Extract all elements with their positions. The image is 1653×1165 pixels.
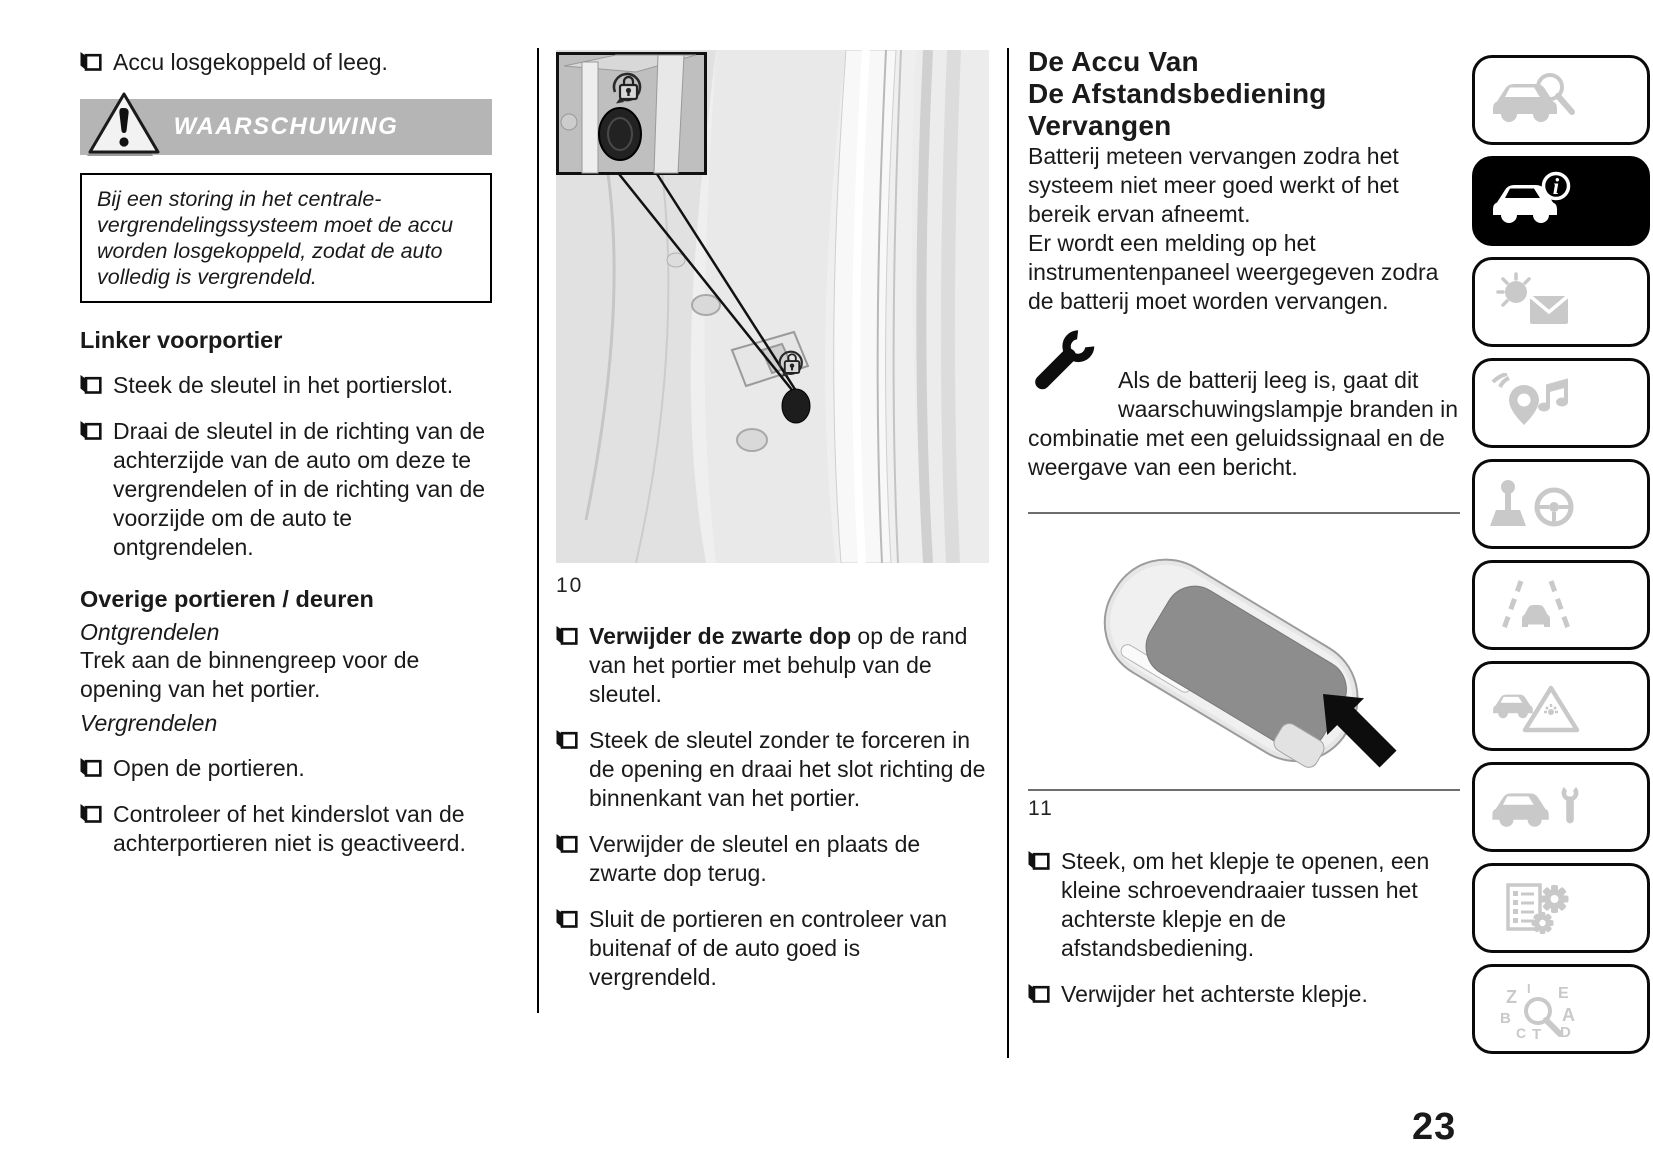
middle-column — [556, 50, 994, 992]
checkbox-bullet-icon — [556, 625, 578, 646]
sidebar-item-alphabetical-index[interactable] — [1472, 964, 1650, 1054]
checkbox-bullet-icon — [80, 374, 102, 395]
list-item-text — [589, 622, 994, 709]
unlock-text: Trek aan de binnengreep voor de opening van het portier. — [80, 647, 420, 702]
sidebar-item-driving-assistance[interactable] — [1472, 560, 1650, 650]
checkbox-bullet-icon — [556, 908, 578, 929]
road-car-icon — [1488, 575, 1584, 635]
sidebar-item-car-info[interactable] — [1472, 156, 1650, 246]
right-column — [1028, 46, 1460, 1009]
sidebar-item-driving[interactable] — [1472, 459, 1650, 549]
navigation-media-icon — [1488, 373, 1584, 433]
checkbox-bullet-icon — [556, 833, 578, 854]
sidebar-item-emergency[interactable] — [1472, 661, 1650, 751]
svg-text:Z: Z — [1506, 987, 1517, 1007]
svg-text:E: E — [1558, 985, 1569, 1002]
section-heading-front-door: Linker voorportier — [80, 327, 283, 353]
list-item-text: Open de portieren. — [113, 755, 305, 781]
svg-text:A: A — [1562, 1005, 1575, 1025]
body-paragraph: Batterij meteen vervangen zodra het systeem niet meer goed werkt of het bereik ervan afneemt. — [1028, 143, 1399, 227]
checkbox-bullet-icon — [1028, 983, 1050, 1004]
list-item-text: Controleer of het kinderslot van de achterportieren niet is geactiveerd. — [113, 801, 466, 856]
svg-text:i: i — [1552, 174, 1560, 199]
list-item — [80, 48, 492, 77]
page-title-line: De Afstandsbediening — [1028, 78, 1327, 109]
figure-remote-key-illustration — [1028, 522, 1460, 789]
svg-text:I: I — [1527, 981, 1531, 996]
wrench-warning-note — [1028, 322, 1460, 482]
checkbox-bullet-icon — [80, 51, 102, 72]
page-number: 23 — [1412, 1106, 1457, 1148]
checkbox-bullet-icon — [556, 729, 578, 750]
list-item-text: Verwijder de sleutel en plaats de zwarte dop terug. — [589, 831, 921, 886]
page-title-line: Vervangen — [1028, 110, 1172, 141]
sidebar-item-navigation-media[interactable] — [1472, 358, 1650, 448]
svg-text:C: C — [1516, 1025, 1527, 1039]
list-item-text: Accu losgekoppeld of leeg. — [113, 49, 388, 75]
list-item — [556, 830, 994, 888]
letters-magnifier-icon — [1488, 979, 1584, 1039]
list-item-text: Steek, om het klepje te openen, een kleine schroevendraaier tussen het achterste klepje en de afstandsbediening. — [1061, 848, 1430, 961]
list-item — [80, 800, 492, 858]
sidebar-item-technical-data[interactable] — [1472, 863, 1650, 953]
car-wrench-icon — [1488, 777, 1584, 837]
warning-note: Bij een storing in het centrale-vergrendelingssysteem moet de accu worden losgekoppeld, zodat de auto volledig is vergrendeld. — [80, 173, 492, 303]
list-item-text: Draai de sleutel in de richting van de achterzijde van de auto om deze te vergrendelen of in de richting van de voorzijde om de auto te ontgrendelen. — [113, 418, 486, 560]
list-item-text: Sluit de portieren en controleer van buitenaf of de auto goed is vergrendeld. — [589, 906, 947, 990]
sidebar-item-maintenance[interactable] — [1472, 762, 1650, 852]
car-search-icon — [1488, 70, 1584, 130]
checkbox-bullet-icon — [80, 420, 102, 441]
list-item — [80, 754, 492, 783]
list-item-bold-lead: Verwijder de zwarte dop — [589, 623, 852, 649]
checkbox-bullet-icon — [80, 803, 102, 824]
column-divider-right — [1007, 48, 1009, 1058]
list-item — [556, 726, 994, 813]
car-info-icon — [1488, 171, 1584, 231]
list-item-text: Verwijder het achterste klepje. — [1061, 981, 1368, 1007]
figure-bottom-rule — [1028, 789, 1460, 791]
subheading-lock: Vergrendelen — [80, 710, 218, 736]
list-item-text: Steek de sleutel in het portierslot. — [113, 372, 454, 398]
left-column — [80, 48, 492, 858]
section-heading-other-doors: Overige portieren / deuren — [80, 586, 374, 612]
sidebar-item-car-overview[interactable] — [1472, 55, 1650, 145]
list-item — [556, 905, 994, 992]
list-item — [556, 622, 994, 709]
list-item — [1028, 980, 1460, 1009]
list-item — [1028, 847, 1460, 963]
page-title-line: De Accu Van — [1028, 46, 1199, 77]
warning-light-envelope-icon — [1488, 272, 1584, 332]
page-title — [1028, 46, 1460, 142]
subheading-unlock: Ontgrendelen — [80, 619, 220, 645]
figure-caption: 10 — [556, 574, 584, 597]
checkbox-bullet-icon — [80, 757, 102, 778]
list-item — [80, 417, 492, 562]
list-item — [80, 371, 492, 400]
chapter-tab-sidebar — [1472, 55, 1650, 1065]
figure-door-lock-illustration — [556, 50, 989, 563]
gearshift-steering-icon — [1488, 474, 1584, 534]
list-item-text: Steek de sleutel zonder te forceren in de opening en draai het slot richting de binnenkant van het portier. — [589, 727, 986, 811]
checkbox-bullet-icon — [1028, 850, 1050, 871]
body-paragraph: Er wordt een melding op het instrumentenpaneel weergegeven zodra de batterij moet worden vervangen. — [1028, 230, 1439, 314]
figure-caption: 11 — [1028, 797, 1054, 820]
car-warning-triangle-icon — [1488, 676, 1584, 736]
sidebar-item-warning-lights[interactable] — [1472, 257, 1650, 347]
svg-text:D: D — [1560, 1024, 1571, 1039]
list-item-rest: op de rand van het portier met behulp van de sleutel. — [589, 623, 968, 707]
warning-triangle-icon — [83, 90, 163, 164]
warning-banner — [80, 99, 492, 155]
svg-text:T: T — [1532, 1026, 1542, 1039]
wrench-warning-lamp-icon — [1028, 322, 1104, 398]
wrench-note-text: Als de batterij leeg is, gaat dit waarschuwingslampje branden in combinatie met een geluidssignaal en de weergave van een bericht. — [1028, 367, 1459, 480]
column-divider-left — [537, 48, 539, 1013]
checklist-gears-icon — [1488, 878, 1584, 938]
svg-text:B: B — [1500, 1010, 1511, 1027]
warning-title: WAARSCHUWING — [173, 113, 399, 140]
figure-top-rule — [1028, 512, 1460, 514]
